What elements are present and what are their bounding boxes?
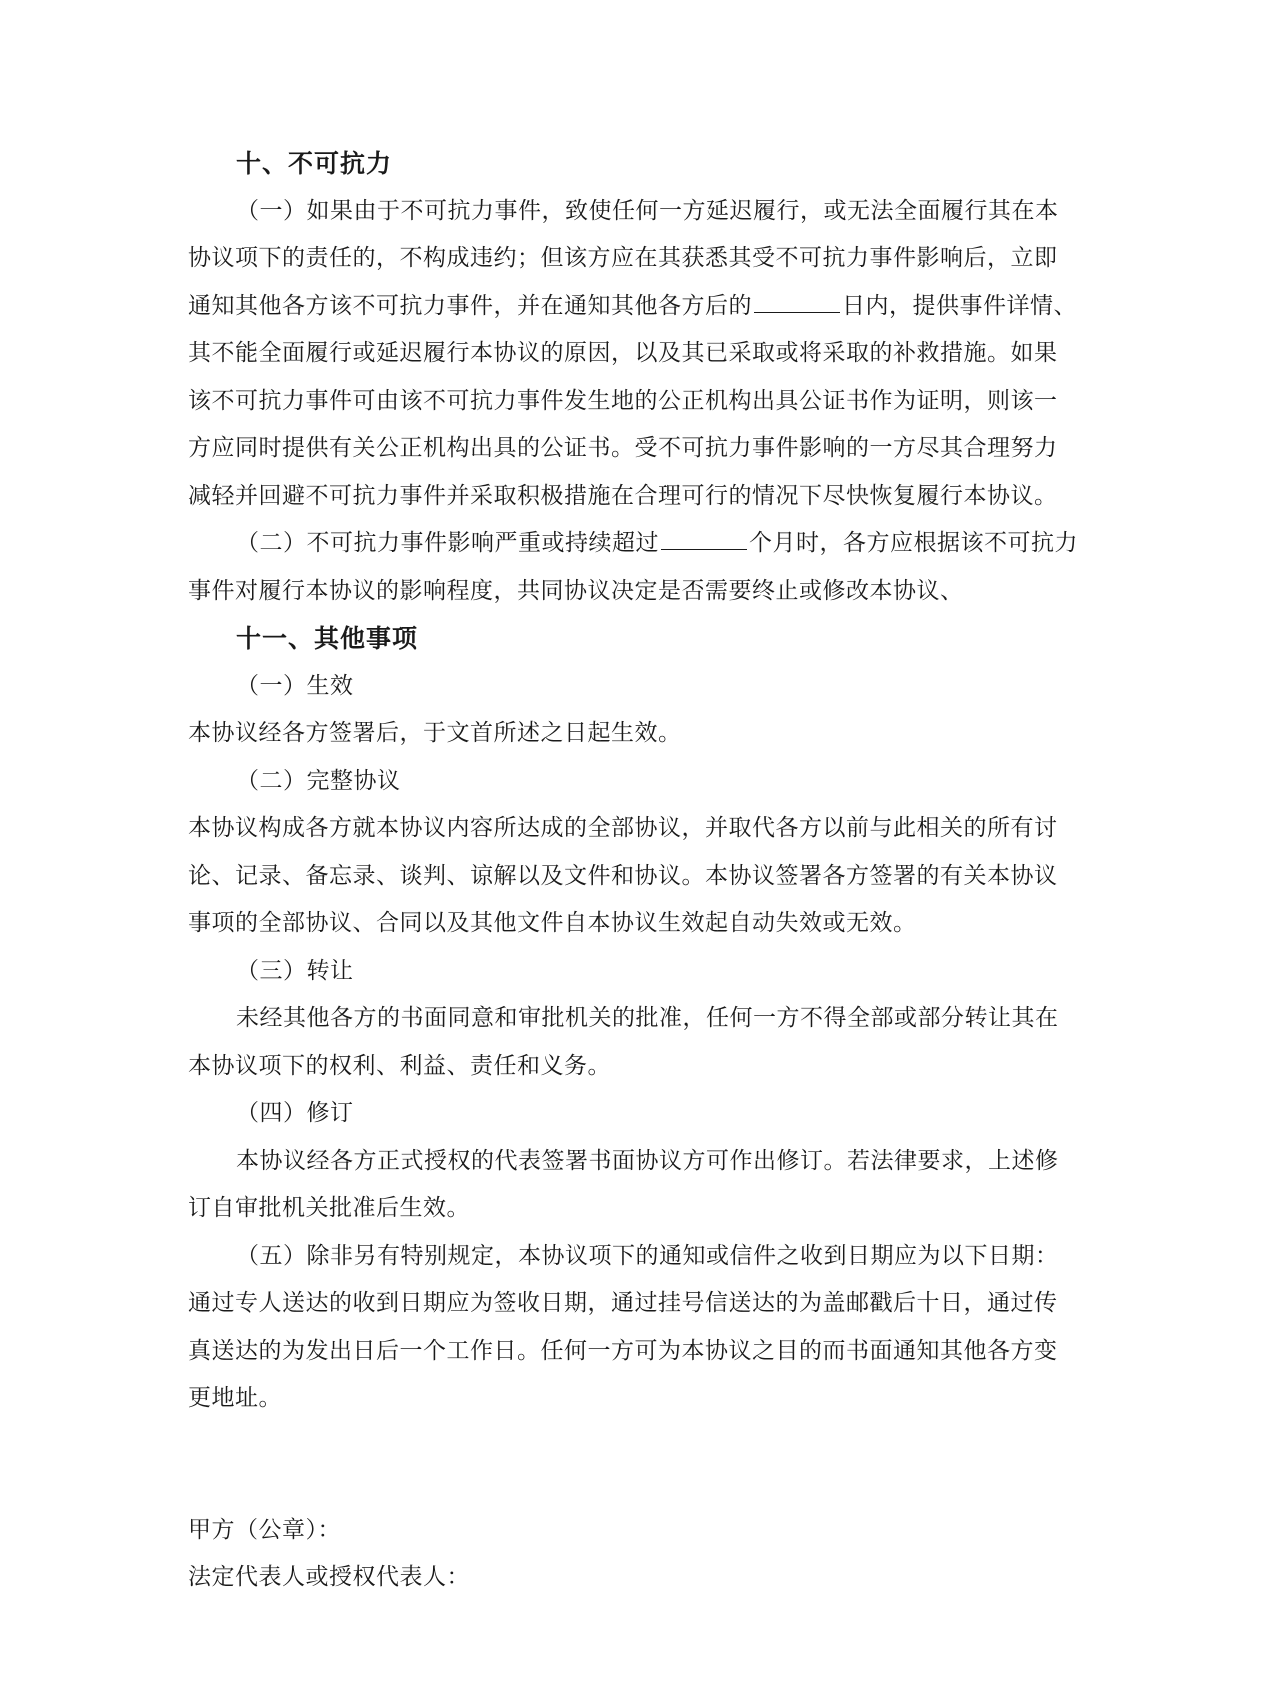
paragraph-line: （一）如果由于不可抗力事件，致使任何一方延迟履行，或无法全面履行其在本 <box>236 197 1059 224</box>
paragraph-text: 通知其他各方该不可抗力事件，并在通知其他各方后的 <box>188 292 752 319</box>
paragraph-text: 日内，提供事件详情、 <box>842 292 1077 319</box>
paragraph-line: 本协议项下的权利、利益、责任和义务。 <box>188 1052 611 1079</box>
paragraph-line: 减轻并回避不可抗力事件并采取积极措施在合理可行的情况下尽快恢复履行本协议。 <box>188 482 1058 509</box>
signature-party-a: 甲方（公章）： <box>188 1516 341 1543</box>
paragraph-line: 更地址。 <box>188 1385 282 1411</box>
paragraph-line: 论、记录、备忘录、谈判、谅解以及文件和协议。本协议签署各方签署的有关本协议 <box>188 862 1058 889</box>
spacer <box>188 1423 1108 1507</box>
paragraph-line: 事件对履行本协议的影响程度，共同协议决定是否需要终止或修改本协议、 <box>188 577 964 604</box>
subsection-title-effectiveness: （一）生效 <box>236 672 354 699</box>
section-heading-force-majeure: 十、不可抗力 <box>236 149 393 178</box>
paragraph-line: 本协议经各方签署后，于文首所述之日起生效。 <box>188 720 682 746</box>
paragraph-line: 本协议构成各方就本协议内容所达成的全部协议，并取代各方以前与此相关的所有讨 <box>188 815 1058 841</box>
subsection-title-entire-agreement: （二）完整协议 <box>236 767 401 794</box>
paragraph-line: 未经其他各方的书面同意和审批机关的批准，任何一方不得全部或部分转让其在 <box>236 1005 1059 1031</box>
paragraph-line: 通过专人送达的收到日期应为签收日期，通过挂号信送达的为盖邮戳后十日，通过传 <box>188 1290 1058 1316</box>
paragraph-line: 真送达的为发出日后一个工作日。任何一方可为本协议之目的而书面通知其他各方变 <box>188 1337 1058 1364</box>
paragraph-line: 方应同时提供有关公正机构出具的公证书。受不可抗力事件影响的一方尽其合理努力 <box>188 435 1058 461</box>
document-body <box>188 140 1108 1602</box>
paragraph-line <box>188 520 1108 568</box>
fill-in-blank-months[interactable] <box>661 523 747 550</box>
fill-in-blank-days[interactable] <box>754 286 840 313</box>
subsection-title-assignment: （三）转让 <box>236 957 354 984</box>
paragraph-line: 该不可抗力事件可由该不可抗力事件发生地的公正机构出具公证书作为证明，则该一 <box>188 387 1058 414</box>
paragraph-text: 个月时，各方应根据该不可抗力 <box>749 530 1078 556</box>
paragraph-line: 本协议经各方正式授权的代表签署书面协议方可作出修订。若法律要求，上述修 <box>236 1147 1059 1174</box>
paragraph-line: 事项的全部协议、合同以及其他文件自本协议生效起自动失效或无效。 <box>188 910 917 936</box>
subsection-title-amendment: （四）修订 <box>236 1100 354 1126</box>
paragraph-line <box>188 283 1108 331</box>
paragraph-line: 其不能全面履行或延迟履行本协议的原因，以及其已采取或将采取的补救措施。如果 <box>188 340 1058 366</box>
paragraph-line: 协议项下的责任的，不构成违约；但该方应在其获悉其受不可抗力事件影响后，立即 <box>188 245 1058 271</box>
section-heading-other-matters: 十一、其他事项 <box>236 624 419 653</box>
paragraph-line: 订自审批机关批准后生效。 <box>188 1195 470 1221</box>
signature-representative: 法定代表人或授权代表人： <box>188 1564 470 1590</box>
paragraph-line: （五）除非另有特别规定，本协议项下的通知或信件之收到日期应为以下日期： <box>236 1242 1059 1269</box>
paragraph-text: （二）不可抗力事件影响严重或持续超过 <box>236 530 659 556</box>
